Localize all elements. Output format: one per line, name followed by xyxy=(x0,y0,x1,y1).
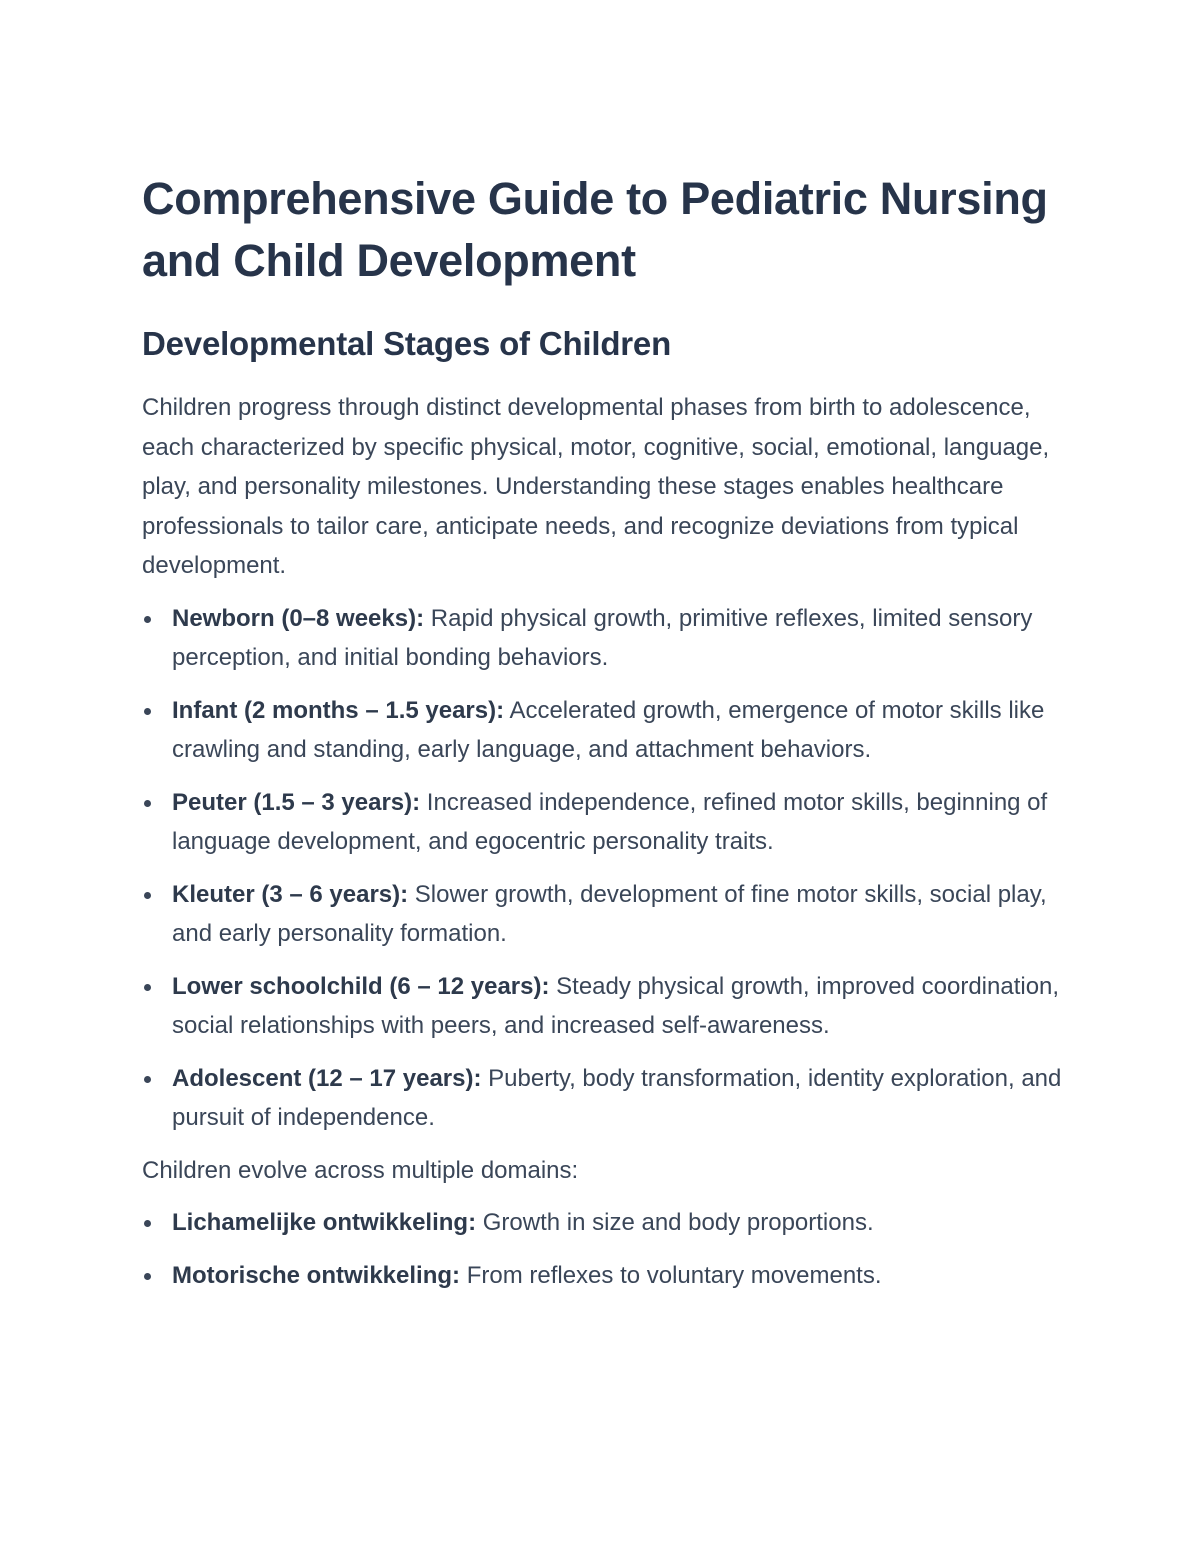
list-item-term: Lower schoolchild (6 – 12 years): xyxy=(172,972,550,1000)
list-item xyxy=(142,783,1072,862)
list-item xyxy=(142,1059,1072,1138)
list-item-term: Motorische ontwikkeling: xyxy=(172,1261,461,1289)
intro-paragraph: Children progress through distinct developmental phases from birth to adolescence, each characterized by specific physical, motor, cognitive, social, emotional, language, play, and personality milestones. Understanding these stages enables healthcare professionals to tailor care, anticipate needs, and recognize deviations from typical development. xyxy=(142,394,1050,579)
list-item-term: Lichamelijke ontwikkeling: xyxy=(172,1209,477,1236)
list-item-term: Newborn (0–8 weeks): xyxy=(172,604,425,632)
document-page xyxy=(142,168,1072,1308)
list-item-text: From reflexes to voluntary movements. xyxy=(460,1261,882,1289)
domains-intro: Children evolve across multiple domains: xyxy=(142,1156,579,1184)
bullet-icon xyxy=(144,1076,151,1083)
list-item-text: Increased independence, refined motor skills, beginning of language development, and egocentric personality traits. xyxy=(172,788,1048,855)
list-item-term: Peuter (1.5 – 3 years): xyxy=(172,788,421,816)
bullet-icon xyxy=(144,708,151,715)
list-item xyxy=(142,599,1072,678)
page-title: Comprehensive Guide to Pediatric Nursing and Child Development xyxy=(142,173,1048,286)
list-item-term: Kleuter (3 – 6 years): xyxy=(172,880,409,908)
list-item xyxy=(142,875,1072,954)
bullet-icon xyxy=(144,1273,151,1280)
list-item-text: Steady physical growth, improved coordination, social relationships with peers, and increased self-awareness. xyxy=(172,972,1060,1039)
list-item xyxy=(142,691,1072,770)
list-item-text: Accelerated growth, emergence of motor skills like crawling and standing, early language, and attachment behaviors. xyxy=(172,696,1045,763)
bullet-icon xyxy=(144,616,151,623)
list-item-text: Growth in size and body proportions. xyxy=(476,1209,874,1236)
list-item xyxy=(142,1203,1072,1243)
list-item-term: Adolescent (12 – 17 years): xyxy=(172,1064,482,1092)
list-item-text: Rapid physical growth, primitive reflexes, limited sensory perception, and initial bonding behaviors. xyxy=(172,604,1033,671)
bullet-icon xyxy=(144,800,151,807)
list-item-text: Puberty, body transformation, identity exploration, and pursuit of independence. xyxy=(172,1064,1062,1131)
domains-list xyxy=(142,1203,1072,1295)
bullet-icon xyxy=(144,892,151,899)
list-item xyxy=(142,1256,1072,1296)
stages-list xyxy=(142,599,1072,1138)
section-heading: Developmental Stages of Children xyxy=(142,325,672,362)
list-item-term: Infant (2 months – 1.5 years): xyxy=(172,696,505,724)
list-item-text: Slower growth, development of fine motor skills, social play, and early personality formation. xyxy=(172,880,1047,947)
list-item xyxy=(142,967,1072,1046)
bullet-icon xyxy=(144,1220,151,1227)
bullet-icon xyxy=(144,984,151,991)
